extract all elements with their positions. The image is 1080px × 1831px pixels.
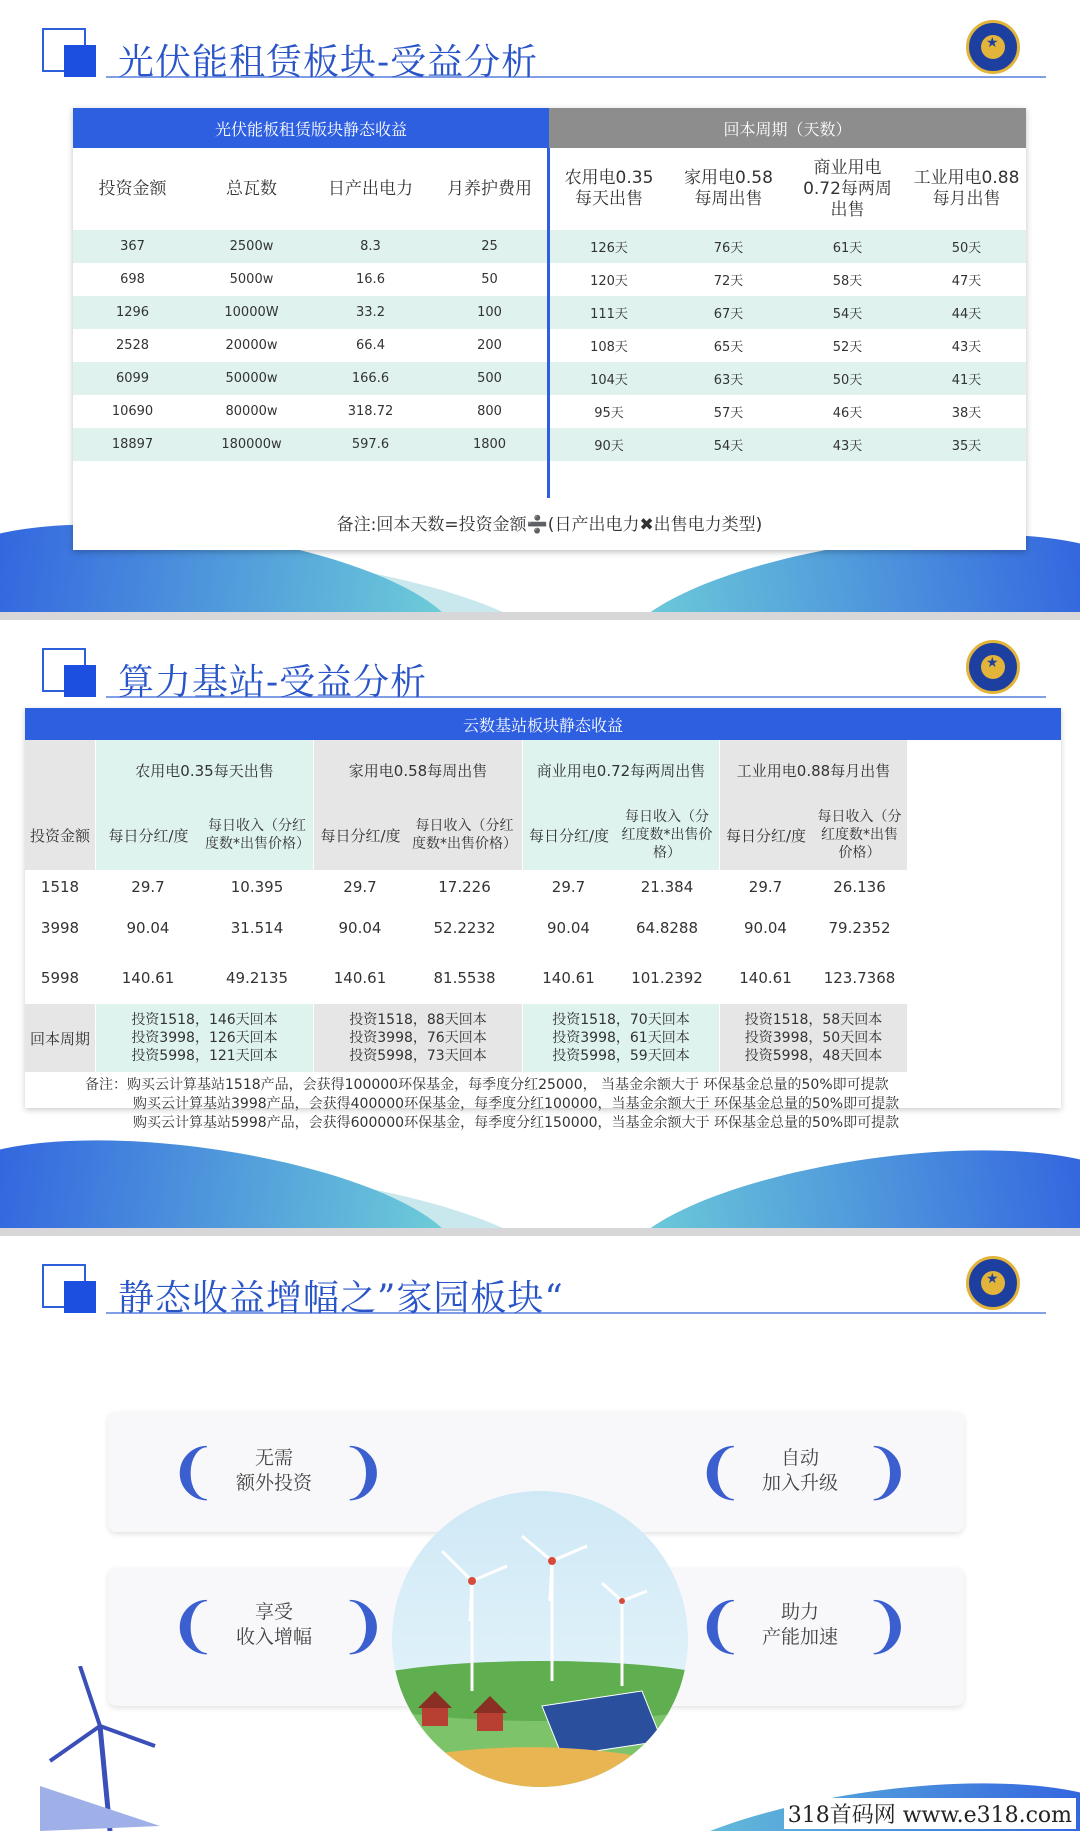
payback-label: 回本周期 bbox=[25, 1004, 95, 1072]
title-deco-square bbox=[64, 45, 96, 77]
table-cell: 180000w bbox=[221, 437, 282, 452]
table-cell: 54天 bbox=[713, 439, 744, 454]
column-header: 每日分红/度 bbox=[313, 800, 407, 870]
table-cell: 140.61 bbox=[739, 969, 792, 987]
table-cell: 10000W bbox=[224, 305, 279, 320]
table-cell: 597.6 bbox=[351, 437, 390, 452]
table-cell: 50天 bbox=[951, 241, 982, 256]
laurel-left-icon: ❨ bbox=[695, 1591, 746, 1661]
decor-wave-right bbox=[612, 1123, 1080, 1228]
table-cell: 29.7 bbox=[748, 878, 783, 896]
table-cell: 38天 bbox=[951, 406, 982, 421]
table-cell: 21.384 bbox=[640, 878, 694, 896]
solar-table bbox=[73, 108, 1026, 550]
table-cell: 90.04 bbox=[338, 919, 382, 937]
table-cell: 800 bbox=[477, 404, 502, 419]
feature-capacity-boost: 助力 产能加速 bbox=[761, 1601, 838, 1648]
column-header: 商业用电 0.72每两周 出售 bbox=[803, 157, 892, 220]
company-logo-icon bbox=[966, 1256, 1020, 1310]
table-cell: 90.04 bbox=[126, 919, 170, 937]
column-header: 每日收入（分红度数*出售价格） bbox=[201, 800, 313, 870]
group-header: 工业用电0.88每月出售 bbox=[719, 740, 907, 800]
laurel-right-icon: ❩ bbox=[338, 1437, 389, 1507]
table-cell: 26.136 bbox=[833, 878, 886, 896]
table-cell: 123.7368 bbox=[823, 969, 896, 987]
table-cell: 50 bbox=[481, 272, 498, 287]
table-cell: 500 bbox=[477, 371, 502, 386]
payback-line: 投资1518，88天回本 bbox=[349, 1012, 487, 1028]
payback-line: 投资1518，146天回本 bbox=[131, 1012, 278, 1028]
solar-table-left-header: 光伏能板租赁版块静态收益 bbox=[73, 108, 549, 148]
laurel-right-icon: ❩ bbox=[862, 1591, 913, 1661]
table-cell: 41天 bbox=[951, 373, 982, 388]
table-cell: 58天 bbox=[832, 274, 863, 289]
table-cell: 25 bbox=[481, 239, 498, 254]
column-header: 每日分红/度 bbox=[95, 800, 201, 870]
payback-cell bbox=[522, 1004, 719, 1072]
column-header: 每日分红/度 bbox=[719, 800, 812, 870]
table-cell: 1296 bbox=[115, 305, 150, 320]
slide3-title: 静态收益增幅之”家园板块“ bbox=[118, 1278, 564, 1319]
laurel-left-icon: ❨ bbox=[168, 1437, 219, 1507]
group-header: 农用电0.35每天出售 bbox=[95, 740, 313, 800]
table-cell: 57天 bbox=[713, 406, 744, 421]
table-divider bbox=[547, 148, 550, 498]
table-cell: 50000w bbox=[225, 371, 278, 386]
payback-line: 投资5998，48天回本 bbox=[744, 1048, 883, 1064]
table-cell: 52.2232 bbox=[433, 919, 496, 937]
table-cell: 44天 bbox=[951, 307, 982, 322]
table-cell: 67天 bbox=[713, 307, 744, 322]
table-cell: 64.8288 bbox=[635, 919, 699, 937]
table-cell: 29.7 bbox=[551, 878, 586, 896]
company-logo-icon bbox=[966, 20, 1020, 74]
note-line: 购买云计算基站5998产品，会获得600000环保基金，每季度分红150000，当基金余额大于 环保基金总量的50%即可提款 bbox=[133, 1115, 900, 1131]
wind-turbine-icon bbox=[40, 1666, 190, 1831]
table-cell: 50天 bbox=[832, 373, 863, 388]
table-cell: 6099 bbox=[115, 371, 150, 386]
table-cell: 5000w bbox=[229, 272, 274, 287]
column-header: 月养护费用 bbox=[447, 178, 532, 199]
table-cell: 35天 bbox=[951, 439, 982, 454]
table-cell: 200 bbox=[477, 338, 502, 353]
table-cell: 101.2392 bbox=[631, 969, 703, 987]
table-cell: 80000w bbox=[225, 404, 278, 419]
compute-table-header: 云数基站板块静态收益 bbox=[25, 708, 1061, 740]
blank-cell bbox=[25, 740, 95, 800]
table-cell: 29.7 bbox=[343, 878, 377, 896]
payback-line: 投资3998，126天回本 bbox=[131, 1030, 278, 1046]
payback-cell bbox=[313, 1004, 522, 1072]
table-cell: 108天 bbox=[590, 340, 628, 355]
payback-line: 投资5998，73天回本 bbox=[349, 1048, 487, 1064]
table-cell: 76天 bbox=[713, 241, 744, 256]
column-header: 投资金额 bbox=[98, 178, 167, 199]
solar-table-note: 备注:回本天数=投资金额➗(日产出电力✖出售电力类型) bbox=[336, 514, 763, 535]
table-cell: 46天 bbox=[832, 406, 863, 421]
laurel-left-icon: ❨ bbox=[695, 1437, 746, 1507]
column-header: 每日收入（分红度数*出售价格） bbox=[615, 800, 719, 870]
table-cell: 43天 bbox=[951, 340, 982, 355]
slide-solar-leasing bbox=[0, 0, 1080, 612]
table-cell: 49.2135 bbox=[225, 969, 289, 987]
company-logo-icon bbox=[966, 640, 1020, 694]
payback-line: 投资5998，59天回本 bbox=[552, 1048, 690, 1064]
table-cell: 18897 bbox=[111, 437, 154, 452]
table-cell: 367 bbox=[120, 239, 145, 254]
table-cell: 16.6 bbox=[356, 272, 385, 287]
feature-auto-upgrade: 自动 加入升级 bbox=[761, 1447, 838, 1494]
group-header: 家用电0.58每周出售 bbox=[313, 740, 522, 800]
table-cell: 17.226 bbox=[438, 878, 491, 896]
column-header: 投资金额 bbox=[25, 800, 95, 870]
table-cell: 43天 bbox=[832, 439, 863, 454]
slide2-title: 算力基站-受益分析 bbox=[118, 662, 428, 703]
table-cell: 72天 bbox=[713, 274, 744, 289]
feature-income-growth: 享受 收入增幅 bbox=[235, 1601, 312, 1648]
table-cell: 65天 bbox=[713, 340, 744, 355]
energy-scene-icon bbox=[392, 1491, 688, 1787]
table-cell: 140.61 bbox=[542, 969, 595, 987]
table-cell: 95天 bbox=[594, 406, 624, 421]
table-cell: 61天 bbox=[832, 241, 863, 256]
table-cell: 1518 bbox=[40, 878, 80, 896]
table-cell: 33.2 bbox=[356, 305, 385, 320]
column-header: 每日收入（分红度数*出售价格） bbox=[812, 800, 907, 870]
table-cell: 318.72 bbox=[347, 404, 394, 419]
table-cell: 100 bbox=[477, 305, 502, 320]
payback-cell bbox=[719, 1004, 907, 1072]
table-cell: 8.3 bbox=[360, 239, 381, 254]
table-cell: 47天 bbox=[951, 274, 982, 289]
laurel-right-icon: ❩ bbox=[338, 1591, 389, 1661]
payback-line: 投资1518，58天回本 bbox=[744, 1012, 883, 1028]
laurel-right-icon: ❩ bbox=[862, 1437, 913, 1507]
payback-line: 投资3998，50天回本 bbox=[744, 1030, 883, 1046]
table-cell: 126天 bbox=[590, 241, 628, 256]
solar-table-right-header: 回本周期（天数） bbox=[549, 108, 1026, 148]
table-cell: 90天 bbox=[594, 439, 624, 454]
table-cell: 140.61 bbox=[121, 969, 175, 987]
feature-no-extra-investment: 无需 额外投资 bbox=[235, 1447, 312, 1494]
payback-line: 投资5998，121天回本 bbox=[131, 1048, 278, 1064]
table-cell: 81.5538 bbox=[433, 969, 496, 987]
table-cell: 66.4 bbox=[356, 338, 385, 353]
title-deco-square bbox=[64, 1281, 96, 1313]
table-cell: 166.6 bbox=[351, 371, 390, 386]
note-line: 购买云计算基站3998产品，会获得400000环保基金，每季度分红100000，当基金余额大于 环保基金总量的50%即可提款 bbox=[133, 1096, 900, 1112]
table-cell: 111天 bbox=[590, 307, 628, 322]
table-cell: 10.395 bbox=[230, 878, 284, 896]
table-cell: 54天 bbox=[832, 307, 863, 322]
green-energy-illustration bbox=[392, 1491, 688, 1787]
table-cell: 140.61 bbox=[333, 969, 387, 987]
title-deco-square bbox=[64, 665, 96, 697]
payback-line: 投资3998，76天回本 bbox=[349, 1030, 487, 1046]
table-cell: 5998 bbox=[40, 969, 80, 987]
table-cell: 3998 bbox=[40, 919, 80, 937]
column-header: 每日收入（分红度数*出售价格） bbox=[407, 800, 522, 870]
table-cell: 10690 bbox=[111, 404, 154, 419]
column-header: 工业用电0.88 每月出售 bbox=[913, 168, 1020, 209]
payback-line: 投资3998，61天回本 bbox=[552, 1030, 690, 1046]
laurel-left-icon: ❨ bbox=[168, 1591, 219, 1661]
table-cell: 90.04 bbox=[547, 919, 590, 937]
table-cell: 104天 bbox=[590, 373, 628, 388]
column-header: 日产出电力 bbox=[328, 178, 413, 199]
column-header: 家用电0.58 每周出售 bbox=[684, 168, 773, 209]
table-cell: 20000w bbox=[225, 338, 278, 353]
slide-home-sector bbox=[0, 1236, 1080, 1831]
group-header: 商业用电0.72每两周出售 bbox=[522, 740, 719, 800]
site-watermark: 318首码网 www.e318.com bbox=[784, 1798, 1076, 1829]
column-header: 每日分红/度 bbox=[522, 800, 615, 870]
payback-line: 投资1518，70天回本 bbox=[552, 1012, 690, 1028]
compute-table-notes bbox=[85, 1076, 1045, 1133]
table-cell: 120天 bbox=[590, 274, 628, 289]
table-cell: 698 bbox=[120, 272, 145, 287]
slide1-title: 光伏能租赁板块-受益分析 bbox=[118, 42, 539, 83]
column-header: 总瓦数 bbox=[226, 178, 277, 199]
note-line: 备注：购买云计算基站1518产品，会获得100000环保基金，每季度分红25000， 当基金余额大于 环保基金总量的50%即可提款 bbox=[85, 1077, 889, 1093]
compute-table bbox=[25, 708, 1061, 1131]
table-cell: 29.7 bbox=[131, 878, 165, 896]
table-cell: 90.04 bbox=[744, 919, 787, 937]
column-header: 农用电0.35 每天出售 bbox=[564, 168, 654, 209]
payback-cell bbox=[95, 1004, 313, 1072]
table-cell: 52天 bbox=[832, 340, 863, 355]
table-cell: 79.2352 bbox=[828, 919, 891, 937]
table-cell: 2500w bbox=[229, 239, 274, 254]
table-cell: 1800 bbox=[472, 437, 507, 452]
slide-compute-station bbox=[0, 620, 1080, 1228]
table-cell: 31.514 bbox=[230, 919, 284, 937]
table-cell: 2528 bbox=[115, 338, 150, 353]
table-cell: 63天 bbox=[713, 373, 744, 388]
